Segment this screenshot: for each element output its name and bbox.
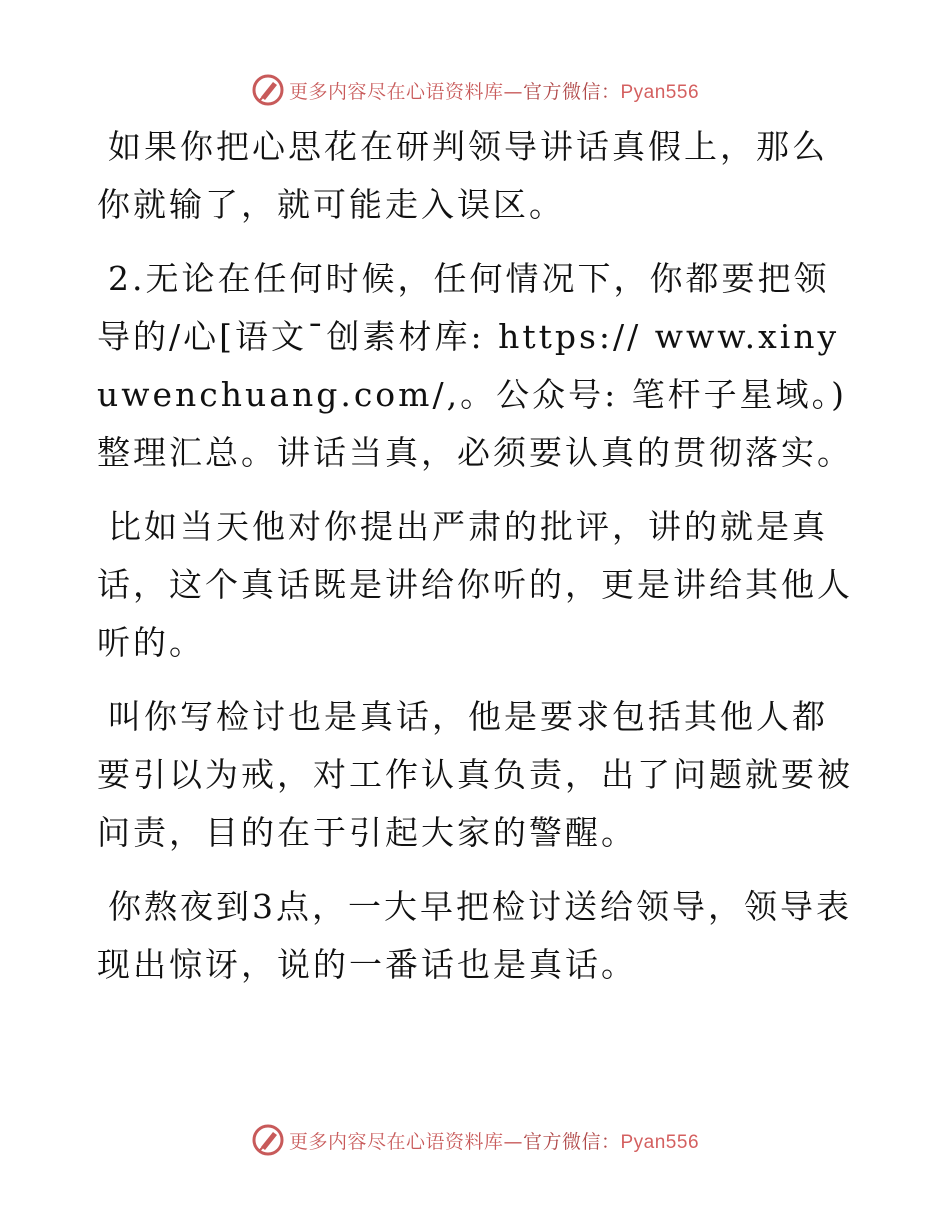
paragraph-5: 你熬夜到3点，一大早把检讨送给领导，领导表现出惊讶，说的一番话也是真话。 — [97, 887, 852, 984]
watermark-wechat-label: 官方微信： — [522, 80, 621, 103]
paragraph-1: 如果你把心思花在研判领导讲话真假上，那么你就输了，就可能走入误区。 — [97, 127, 828, 224]
watermark-wechat-id: Pyan556 — [620, 1131, 700, 1153]
paragraph-4: 叫你写检讨也是真话，他是要求包括其他人都要引以为戒，对工作认真负责，出了问题就要被问责，目的在于引起大家的警醒。 — [97, 697, 853, 852]
document-body — [97, 118, 857, 1010]
watermark-dash: — — [503, 1130, 523, 1153]
watermark-site-text: 更多内容尽在心语资料库 — [288, 1130, 504, 1153]
pen-logo-icon — [251, 73, 285, 107]
footer-watermark — [0, 1120, 950, 1160]
watermark-text — [289, 77, 699, 104]
paragraph-2: 2.无论在任何时候，任何情况下，你都要把领导的/心[语文¯创素材库: https:// www.xinyuwenchuang.com/,。公众号: 笔杆子星域。)整理汇总。讲话当真，必须要认真的贯彻落实。 — [97, 259, 853, 472]
pen-logo-icon — [251, 1123, 285, 1157]
watermark-wechat-label: 官方微信： — [522, 1130, 621, 1153]
watermark-dash: — — [503, 80, 523, 103]
watermark-text — [289, 1127, 699, 1154]
header-watermark — [0, 70, 950, 110]
watermark-wechat-id: Pyan556 — [620, 81, 700, 103]
watermark-site-text: 更多内容尽在心语资料库 — [288, 80, 504, 103]
paragraph-3: 比如当天他对你提出严肃的批评，讲的就是真话，这个真话既是讲给你听的，更是讲给其他人听的。 — [97, 507, 853, 662]
